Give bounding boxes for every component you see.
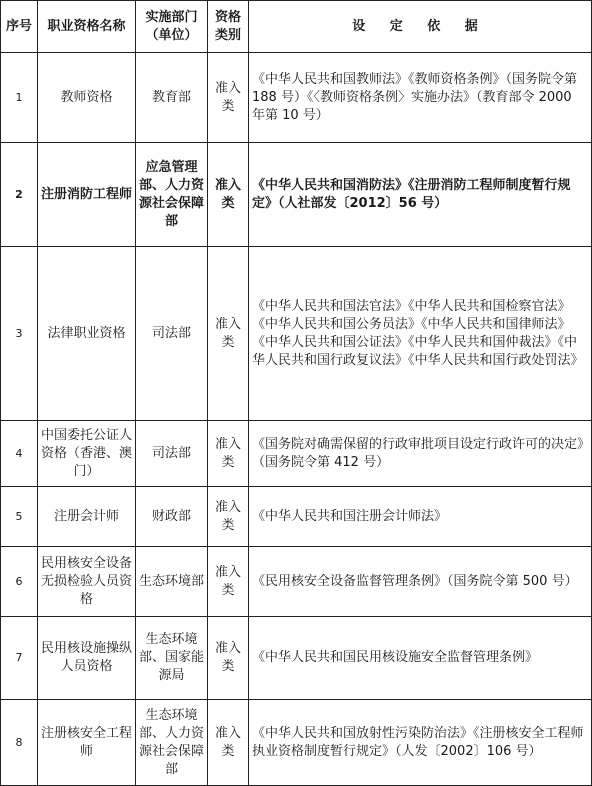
table-row [1,53,592,143]
header-name: 职业资格名称 [38,1,136,53]
row-index: 5 [1,487,38,547]
row-basis: 《中华人民共和国教师法》《教师资格条例》（国务院令第 188 号）《〈教师资格条例〉实施办法》（教育部令 2000 年第 10 号） [249,53,592,143]
row-index: 7 [1,617,38,700]
row-qualification-name: 注册会计师 [38,487,136,547]
table-row [1,487,592,547]
row-qualification-name: 中国委托公证人资格（香港、澳门） [38,421,136,487]
row-category: 准入类 [208,700,249,786]
row-department: 生态环境部 [136,547,208,617]
row-qualification-name: 民用核设施操纵人员资格 [38,617,136,700]
row-index: 4 [1,421,38,487]
header-category [208,1,249,53]
row-category: 准入类 [208,617,249,700]
row-category: 准入类 [208,547,249,617]
row-department: 生态环境部、人力资源社会保障部 [136,700,208,786]
row-qualification-name: 注册消防工程师 [38,143,136,247]
row-qualification-name: 注册核安全工程师 [38,700,136,786]
header-index: 序号 [1,1,38,53]
row-qualification-name: 民用核安全设备无损检验人员资格 [38,547,136,617]
row-index: 1 [1,53,38,143]
table-row [1,421,592,487]
header-category-line1: 资格 [214,9,241,25]
row-qualification-name: 法律职业资格 [38,247,136,421]
header-category-line2: 类别 [214,27,241,43]
row-basis: 《国务院对确需保留的行政审批项目设定行政许可的决定》（国务院令第 412 号） [249,421,592,487]
table-row [1,143,592,247]
row-index: 6 [1,547,38,617]
header-row [1,1,592,53]
row-qualification-name: 教师资格 [38,53,136,143]
row-department: 应急管理部、人力资源社会保障部 [136,143,208,247]
table-row [1,247,592,421]
row-basis: 《中华人民共和国放射性污染防治法》《注册核安全工程师执业资格制度暂行规定》（人发〔2002〕106 号） [249,700,592,786]
row-department: 财政部 [136,487,208,547]
row-basis: 《民用核安全设备监督管理条例》（国务院令第 500 号） [249,547,592,617]
row-basis: 《中华人民共和国消防法》《注册消防工程师制度暂行规定》（人社部发〔2012〕56 号） [249,143,592,247]
row-basis: 《中华人民共和国民用核设施安全监督管理条例》 [249,617,592,700]
row-department: 生态环境部、国家能源局 [136,617,208,700]
header-dept-line2: （单位） [145,27,198,43]
row-category: 准入类 [208,143,249,247]
row-department: 教育部 [136,53,208,143]
header-basis: 设 定 依 据 [249,1,592,53]
header-dept-line1: 实施部门 [145,9,198,25]
row-basis: 《中华人民共和国注册会计师法》 [249,487,592,547]
row-index: 8 [1,700,38,786]
table-row [1,617,592,700]
row-category: 准入类 [208,247,249,421]
row-index: 2 [1,143,38,247]
header-dept [136,1,208,53]
row-basis: 《中华人民共和国法官法》《中华人民共和国检察官法》《中华人民共和国公务员法》《中华人民共和国律师法》《中华人民共和国公证法》《中华人民共和国仲裁法》《中华人民共和国行政复议法》《中华人民共和国行政处罚法》 [249,247,592,421]
row-category: 准入类 [208,53,249,143]
row-index: 3 [1,247,38,421]
row-category: 准入类 [208,487,249,547]
row-department: 司法部 [136,247,208,421]
table-row [1,547,592,617]
row-category: 准入类 [208,421,249,487]
table-row [1,700,592,786]
row-department: 司法部 [136,421,208,487]
